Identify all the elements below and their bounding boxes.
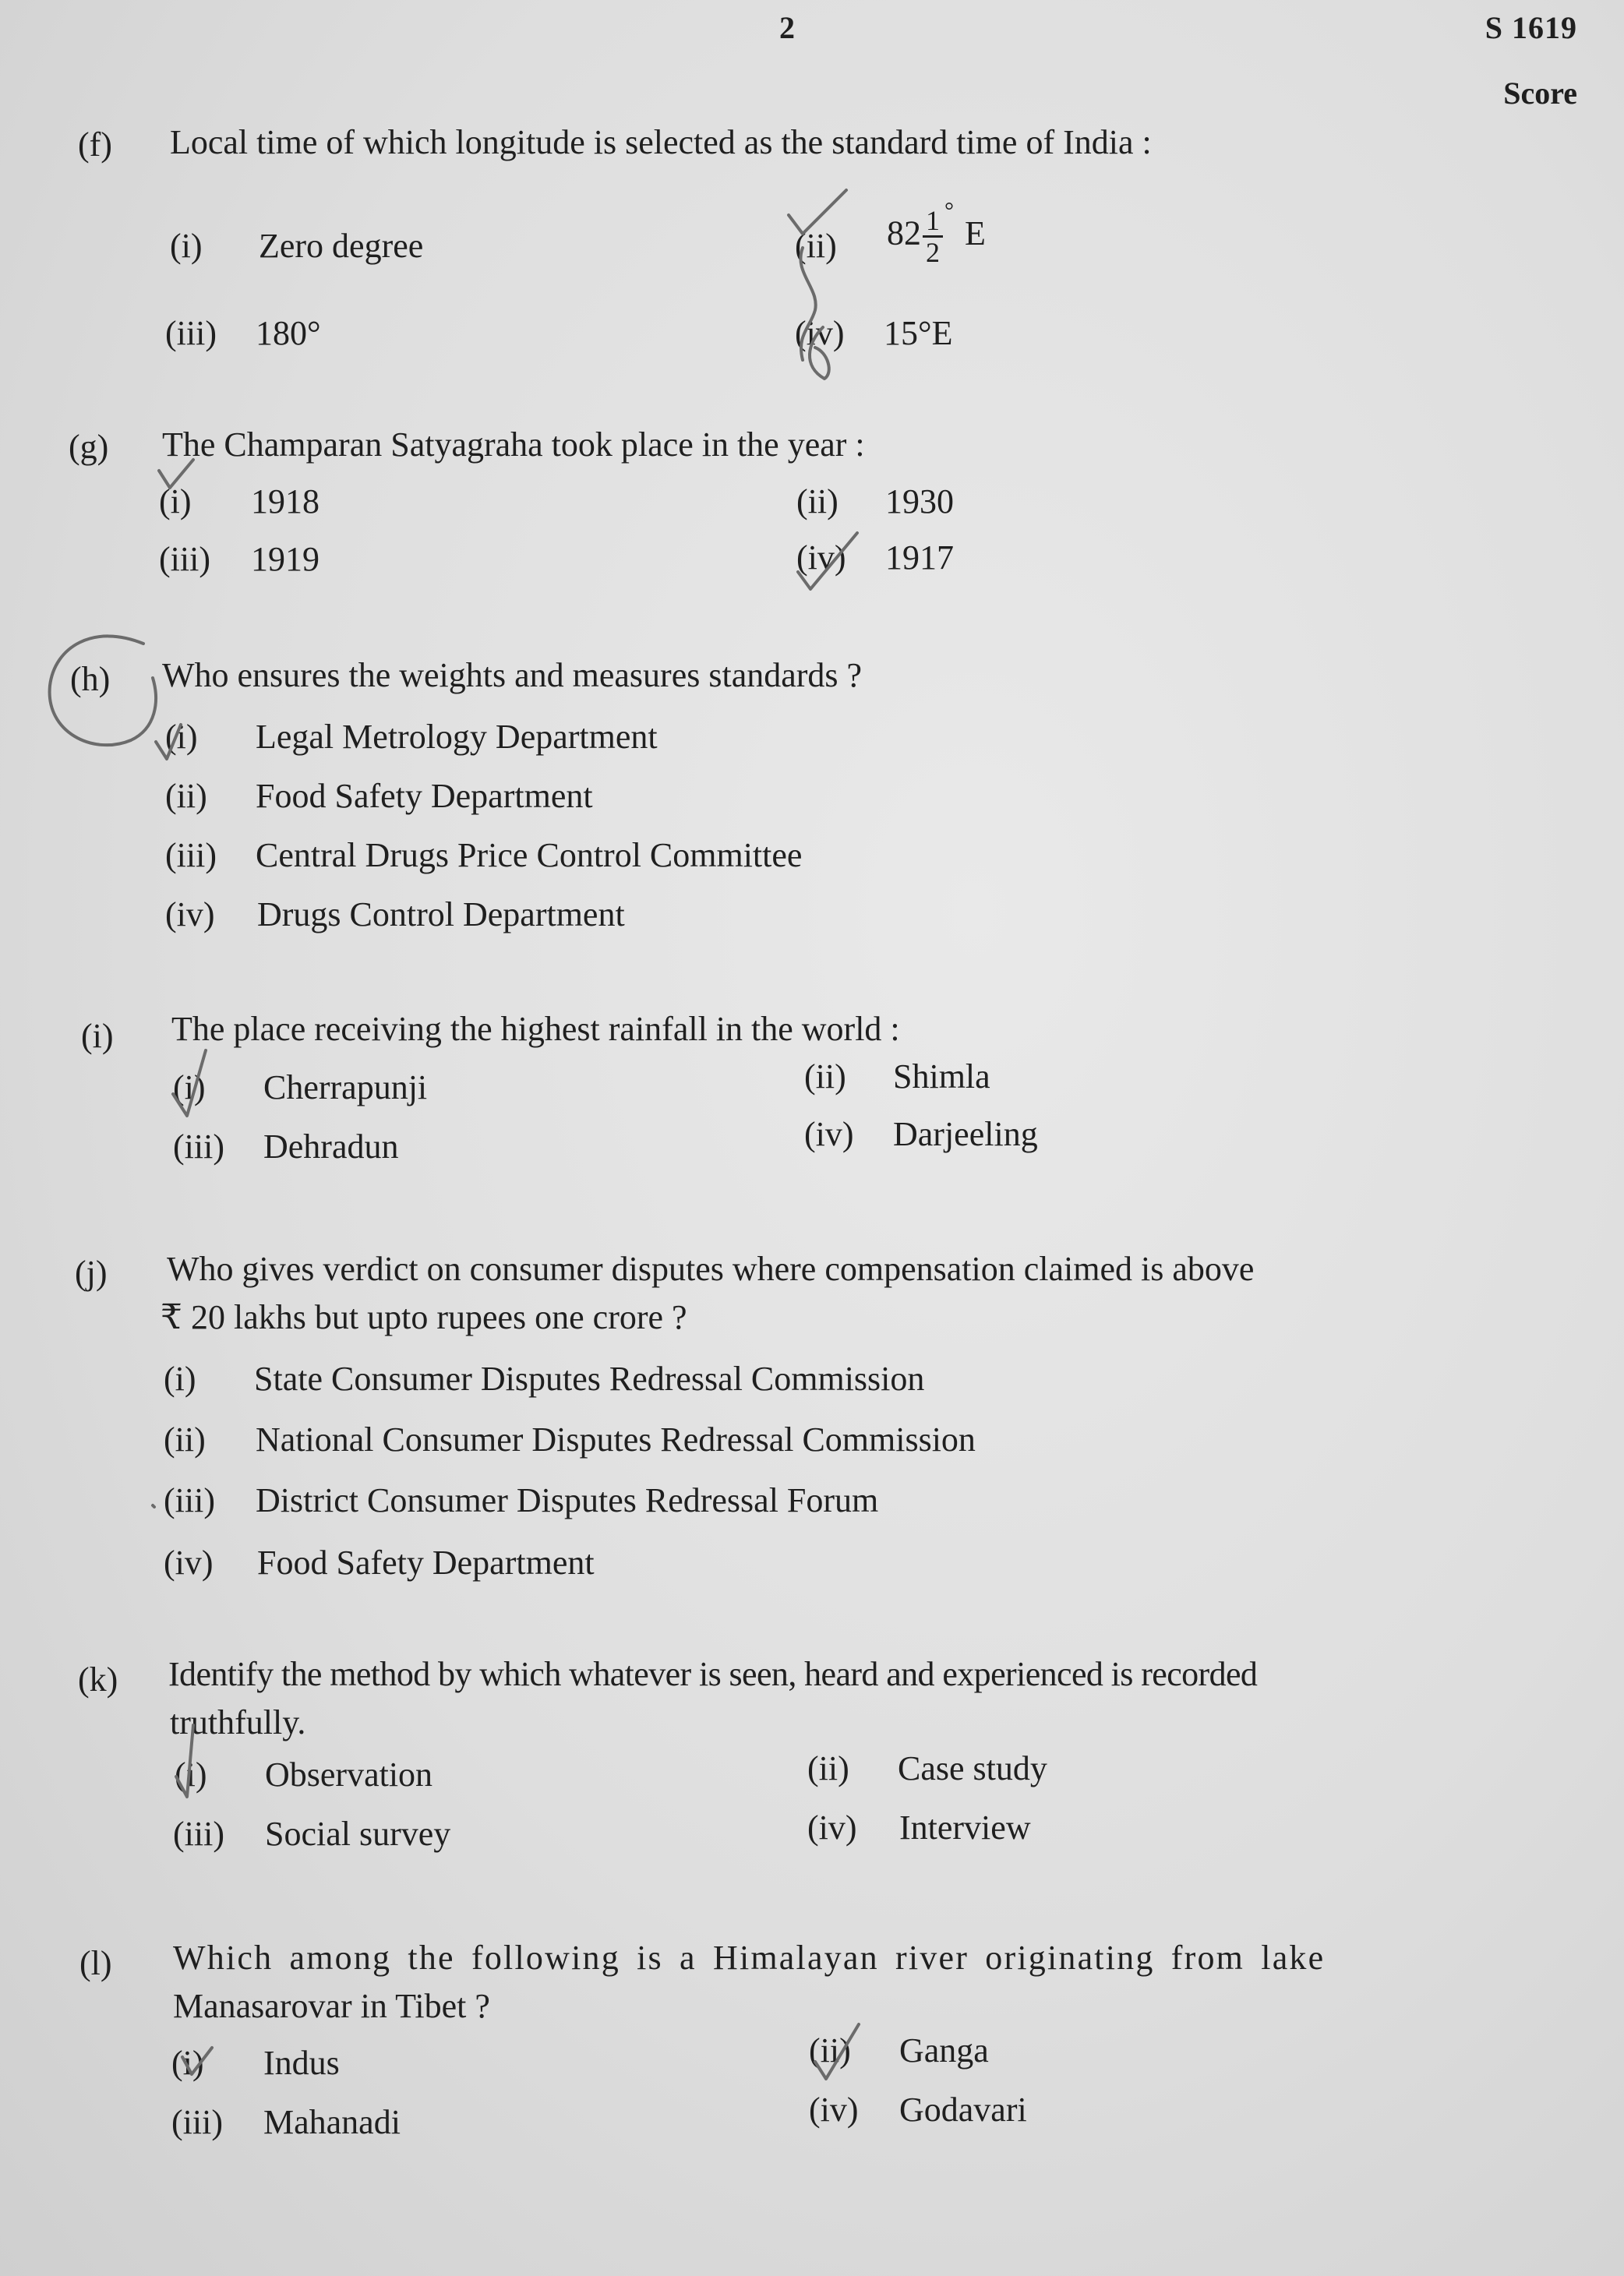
- question-label: (k): [78, 1660, 118, 1699]
- option-number: (ii): [809, 2031, 851, 2070]
- option-text: Drugs Control Department: [257, 895, 625, 933]
- option-g-i[interactable]: [159, 482, 320, 521]
- question-text: The Champaran Satyagraha took place in the year :: [162, 425, 865, 464]
- option-i-i[interactable]: [173, 1067, 428, 1107]
- option-i-iv[interactable]: [804, 1114, 1038, 1154]
- degree-symbol: °: [944, 197, 954, 224]
- option-number: (i): [159, 482, 192, 520]
- question-label: (l): [79, 1944, 112, 1982]
- page-number: 2: [779, 10, 795, 45]
- option-text: Central Drugs Price Control Committee: [256, 836, 803, 874]
- option-i-iii[interactable]: [173, 1127, 399, 1166]
- option-i-ii[interactable]: [804, 1057, 990, 1096]
- option-l-iv[interactable]: [809, 2090, 1027, 2130]
- option-f-i[interactable]: [170, 226, 424, 266]
- option-text: Dehradun: [263, 1127, 399, 1166]
- option-number: (i): [164, 1360, 196, 1398]
- paper-code: S 1619: [1485, 10, 1577, 45]
- option-number: (i): [173, 1068, 206, 1106]
- option-number: (iii): [173, 1127, 224, 1166]
- option-text: Indus: [263, 2044, 340, 2082]
- option-j-ii[interactable]: [164, 1420, 976, 1459]
- option-text: Social survey: [265, 1815, 451, 1853]
- option-text: Godavari: [899, 2091, 1027, 2129]
- option-number: (iii): [159, 540, 210, 578]
- option-number: (i): [165, 718, 198, 756]
- option-h-ii[interactable]: [165, 776, 593, 816]
- option-number: (iv): [796, 538, 846, 577]
- option-h-iii[interactable]: [165, 835, 803, 875]
- option-text: State Consumer Disputes Redressal Commission: [254, 1360, 925, 1398]
- option-h-i[interactable]: [165, 717, 658, 757]
- option-text-fraction: [887, 197, 986, 268]
- option-k-ii[interactable]: [807, 1748, 1047, 1788]
- question-text: Who ensures the weights and measures standards ?: [162, 656, 863, 694]
- option-g-ii[interactable]: [796, 482, 954, 521]
- option-text: Cherrapunji: [263, 1068, 428, 1106]
- option-g-iv[interactable]: [796, 538, 954, 577]
- option-text: District Consumer Disputes Redressal Forum: [256, 1481, 879, 1519]
- option-k-iv[interactable]: [807, 1808, 1031, 1847]
- option-text: Ganga: [899, 2031, 989, 2070]
- option-text: Mahanadi: [263, 2103, 401, 2141]
- question-label: (h): [70, 660, 111, 698]
- option-text: Legal Metrology Department: [256, 718, 658, 756]
- option-number: (iv): [164, 1544, 214, 1582]
- option-text: 180°: [256, 314, 321, 352]
- option-text: 15°E: [884, 314, 953, 352]
- option-l-ii[interactable]: [809, 2031, 989, 2070]
- option-text: Food Safety Department: [256, 777, 593, 815]
- question-label: (g): [69, 428, 109, 466]
- question-label: (i): [81, 1017, 114, 1055]
- option-text: 1918: [251, 482, 320, 520]
- option-text: Observation: [265, 1756, 433, 1794]
- question-text-line1: Who gives verdict on consumer disputes where compensation claimed is above: [167, 1250, 1255, 1288]
- question-text-line1: Identify the method by which whatever is seen, heard and experienced is recorded: [168, 1655, 1258, 1693]
- option-number: (ii): [804, 1057, 846, 1096]
- option-h-iv[interactable]: [165, 895, 625, 934]
- option-text: 1919: [251, 540, 320, 578]
- fraction: [923, 206, 943, 267]
- option-text: Darjeeling: [893, 1115, 1038, 1153]
- option-f-iv[interactable]: [795, 313, 953, 353]
- question-text-line2: Manasarovar in Tibet ?: [173, 1987, 490, 2025]
- option-number: (iii): [173, 1815, 224, 1853]
- option-number: (iii): [165, 314, 217, 352]
- option-text: Zero degree: [259, 227, 424, 265]
- option-number: (iv): [804, 1115, 854, 1153]
- option-number: (iv): [807, 1808, 857, 1847]
- option-number: (ii): [795, 227, 837, 265]
- direction-suffix: E: [965, 213, 986, 252]
- option-number: (ii): [807, 1749, 849, 1787]
- fraction-numerator: 1: [923, 206, 943, 238]
- option-number: (iv): [795, 314, 845, 352]
- option-number: (iv): [809, 2091, 859, 2129]
- option-number: (iii): [164, 1481, 215, 1519]
- fraction-whole: 82: [887, 213, 921, 252]
- option-k-i[interactable]: [175, 1755, 433, 1794]
- fraction-denominator: 2: [926, 237, 940, 268]
- option-j-iv[interactable]: [164, 1543, 595, 1583]
- question-text-line2: truthfully.: [170, 1703, 306, 1741]
- option-text: Food Safety Department: [257, 1544, 595, 1582]
- question-label: (f): [78, 125, 112, 164]
- option-number: (ii): [164, 1420, 206, 1459]
- option-g-iii[interactable]: [159, 539, 320, 579]
- option-number: (i): [175, 1756, 207, 1794]
- option-number: (iv): [165, 895, 215, 933]
- option-number: (ii): [796, 482, 838, 520]
- option-number: (iii): [165, 836, 217, 874]
- option-text: 1917: [885, 538, 954, 577]
- option-l-iii[interactable]: [171, 2102, 401, 2142]
- option-number: (i): [171, 2044, 204, 2082]
- question-text: The place receiving the highest rainfall in the world :: [171, 1010, 900, 1048]
- option-text: Case study: [898, 1749, 1047, 1787]
- question-label: (j): [75, 1254, 108, 1292]
- dot-mark-j-iii: [153, 1505, 154, 1507]
- option-f-iii[interactable]: [165, 313, 321, 353]
- question-text: Local time of which longitude is selected as the standard time of India :: [170, 123, 1152, 161]
- option-k-iii[interactable]: [173, 1814, 451, 1854]
- question-text-line1: Which among the following is a Himalayan river originating from lake: [173, 1939, 1326, 1977]
- option-number: (i): [170, 227, 203, 265]
- option-number: (ii): [165, 777, 207, 815]
- option-j-iii[interactable]: [164, 1480, 879, 1520]
- option-l-i[interactable]: [171, 2043, 340, 2083]
- option-text: Shimla: [893, 1057, 990, 1096]
- score-label: Score: [1503, 76, 1577, 111]
- option-text: 1930: [885, 482, 954, 520]
- question-text-line2: ₹ 20 lakhs but upto rupees one crore ?: [161, 1298, 687, 1336]
- option-text: National Consumer Disputes Redressal Commission: [256, 1420, 976, 1459]
- option-number: (iii): [171, 2103, 223, 2141]
- option-j-i[interactable]: [164, 1359, 925, 1399]
- option-text: Interview: [899, 1808, 1031, 1847]
